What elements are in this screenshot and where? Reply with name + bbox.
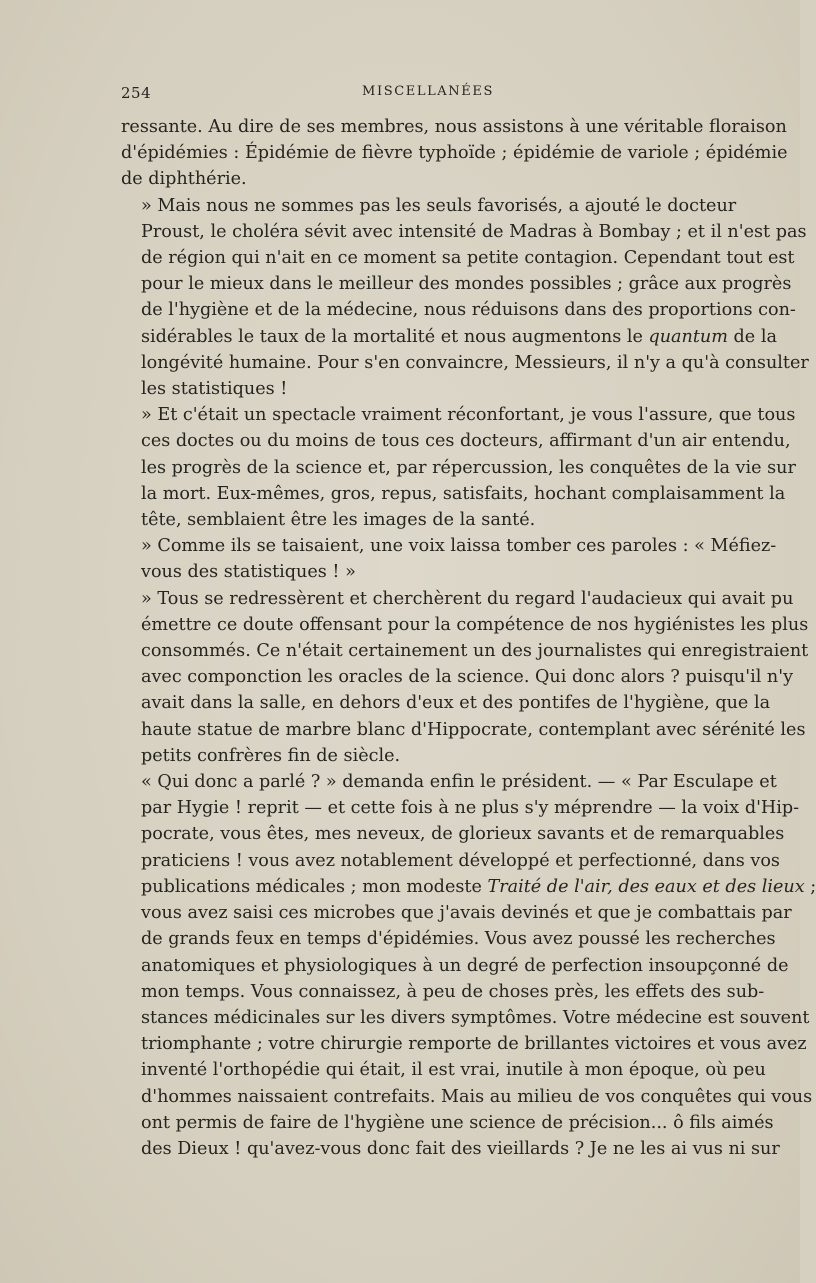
- text-line: vous avez saisi ces microbes que j'avais devinés et que je combattais par: [141, 903, 792, 924]
- text-line: consommés. Ce n'était certainement un des journalistes qui enregistraient: [141, 641, 809, 662]
- text-line: les progrès de la science et, par répercussion, les conquêtes de la vie sur: [141, 457, 796, 478]
- text-line: par Hygie ! reprit — et cette fois à ne plus s'y méprendre — la voix d'Hip-: [141, 798, 800, 819]
- text-line: vous des statistiques ! »: [141, 562, 356, 583]
- text-line: publications médicales ; mon modeste Traité de l'air, des eaux et des lieux ;: [141, 876, 816, 897]
- text-line: de grands feux en temps d'épidémies. Vous avez poussé les recherches: [141, 929, 776, 950]
- text-line: de région qui n'ait en ce moment sa petite contagion. Cependant tout est: [141, 248, 795, 269]
- text-line: longévité humaine. Pour s'en convaincre, Messieurs, il n'y a qu'à consulter: [141, 352, 809, 373]
- text-line: » Mais nous ne sommes pas les seuls favorisés, a ajouté le docteur: [141, 195, 737, 216]
- running-head: [121, 84, 735, 108]
- text-line: praticiens ! vous avez notablement développé et perfectionné, dans vos: [141, 850, 780, 871]
- text-line: » Tous se redressèrent et cherchèrent du regard l'audacieux qui avait pu: [141, 588, 794, 609]
- paragraph: [121, 586, 809, 769]
- paragraph: [121, 533, 777, 585]
- text-line: petits confrères fin de siècle.: [141, 745, 401, 766]
- text-line: de l'hygiène et de la médecine, nous réduisons dans des proportions con-: [141, 300, 796, 321]
- text-line: haute statue de marbre blanc d'Hippocrate, contemplant avec sérénité les: [141, 719, 806, 740]
- text-line: » Comme ils se taisaient, une voix laissa tomber ces paroles : « Méfiez-: [141, 536, 777, 557]
- text-line: « Qui donc a parlé ? » demanda enfin le président. — « Par Esculape et: [141, 772, 777, 793]
- text-line: ces doctes ou du moins de tous ces docteurs, affirmant d'un air entendu,: [141, 431, 791, 452]
- text-line: tête, semblaient être les images de la santé.: [141, 510, 536, 531]
- text-line: pour le mieux dans le meilleur des mondes possibles ; grâce aux progrès: [141, 274, 792, 295]
- text-line: triomphante ; votre chirurgie remporte de brillantes victoires et vous avez: [141, 1034, 807, 1055]
- text-line: sidérables le taux de la mortalité et nous augmentons le quantum de la: [141, 326, 777, 347]
- page-number: 254: [121, 84, 152, 102]
- text-line: ressante. Au dire de ses membres, nous assistons à une véritable floraison: [121, 117, 787, 137]
- text-line: avec componction les oracles de la science. Qui donc alors ? puisqu'il n'y: [141, 667, 794, 688]
- paragraph: [121, 114, 788, 193]
- text-line: stances médicinales sur les divers symptômes. Votre médecine est souvent: [141, 1007, 810, 1028]
- text-line: d'hommes naissaient contrefaits. Mais au milieu de vos conquêtes qui vous: [141, 1086, 813, 1107]
- text-line: la mort. Eux-mêmes, gros, repus, satisfaits, hochant complaisamment la: [141, 483, 786, 504]
- text-line: pocrate, vous êtes, mes neveux, de glorieux savants et de remarquables: [141, 824, 785, 845]
- text-line: inventé l'orthopédie qui était, il est vrai, inutile à mon époque, où peu: [141, 1060, 766, 1081]
- text-line: avait dans la salle, en dehors d'eux et des pontifes de l'hygiène, que la: [141, 693, 771, 714]
- text-line: d'épidémies : Épidémie de fièvre typhoïde ; épidémie de variole ; épidémie: [121, 143, 788, 164]
- text-line: des Dieux ! qu'avez-vous donc fait des vieillards ? Je ne les ai vus ni sur: [141, 1138, 780, 1159]
- text-line: anatomiques et physiologiques à un degré de perfection insoupçonné de: [141, 955, 789, 976]
- body-text: [121, 114, 816, 1162]
- paragraph: [121, 769, 816, 1162]
- paragraph: [121, 193, 809, 403]
- text-line: émettre ce doute offensant pour la compétence de nos hygiénistes les plus: [141, 614, 809, 635]
- text-line: » Et c'était un spectacle vraiment réconfortant, je vous l'assure, que tous: [141, 405, 796, 426]
- section-title: MISCELLANÉES: [362, 84, 494, 99]
- text-line: ont permis de faire de l'hygiène une science de précision... ô fils aimés: [141, 1112, 774, 1133]
- paragraph: [121, 402, 796, 533]
- text-line: Proust, le choléra sévit avec intensité de Madras à Bombay ; et il n'est pas: [141, 221, 807, 242]
- text-line: les statistiques !: [141, 379, 288, 400]
- text-line: mon temps. Vous connaissez, à peu de choses près, les effets des sub-: [141, 981, 765, 1002]
- text-line: de diphthérie.: [121, 169, 247, 190]
